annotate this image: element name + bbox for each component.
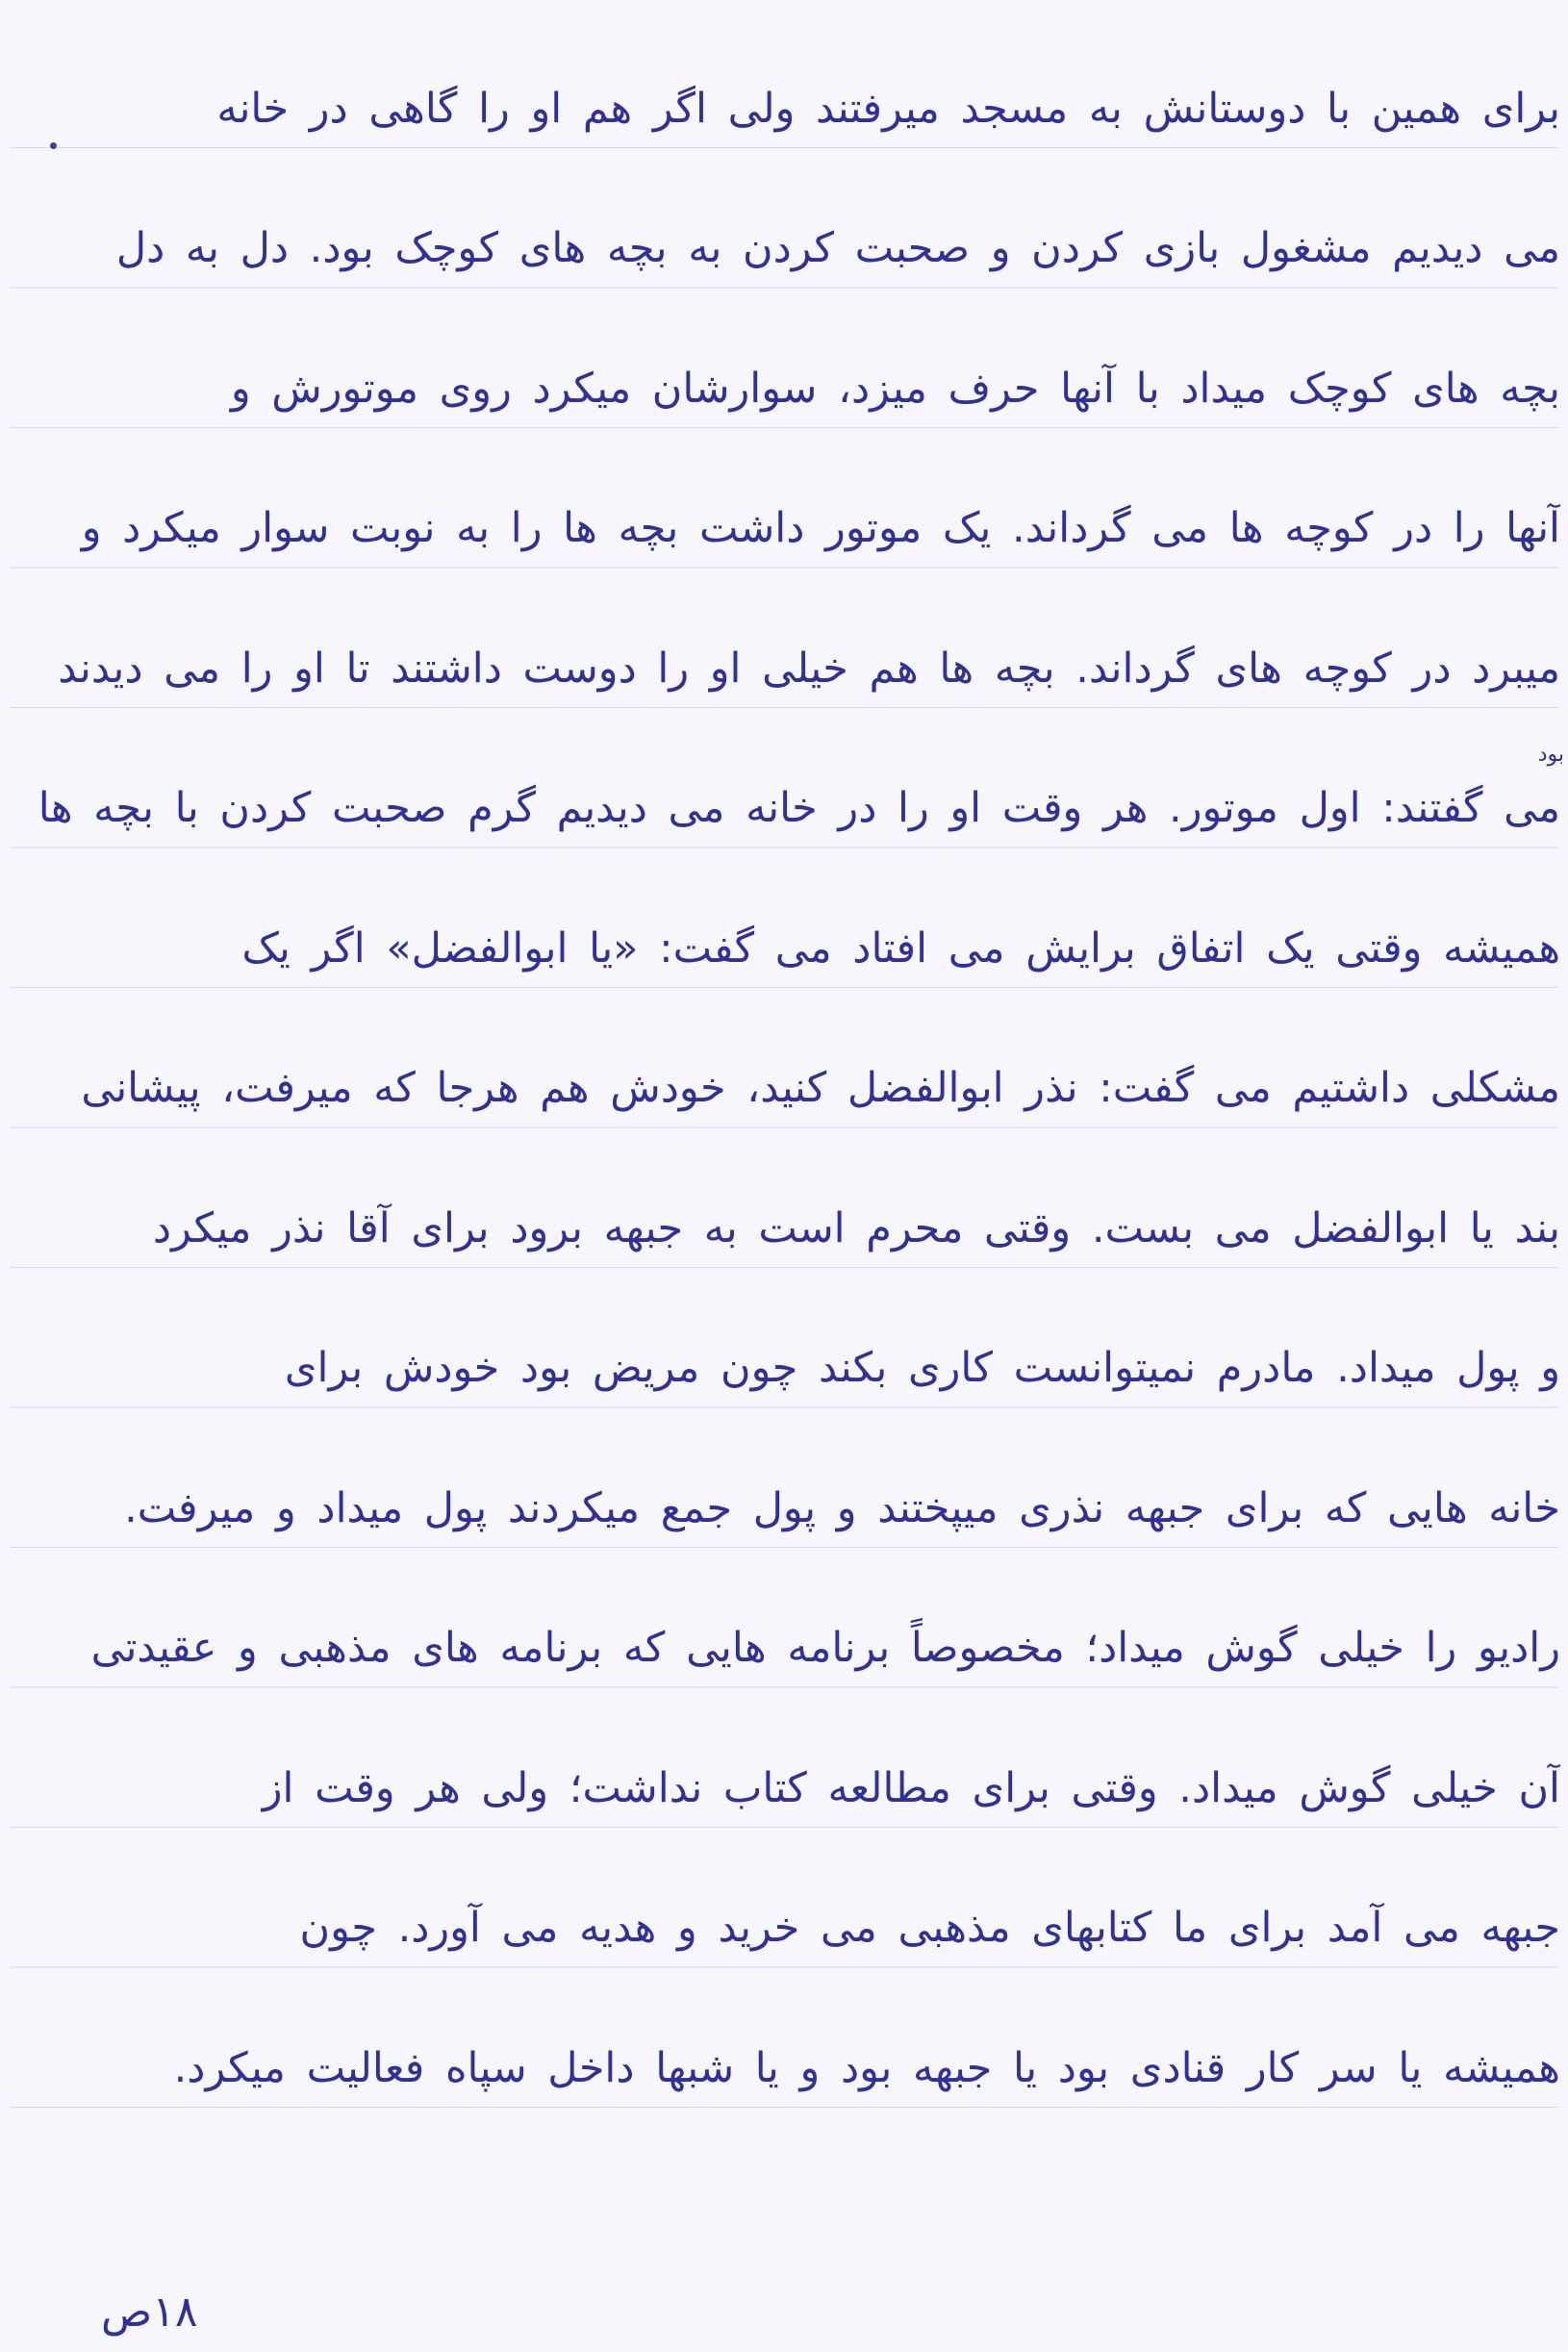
text-line-3: بچه های کوچک میداد با آنها حرف میزد، سوارشان میکرد روی موتورش و	[230, 364, 1560, 413]
text-line-2: می دیدیم مشغول بازی کردن و صحبت کردن به بچه های کوچک بود. دل به دل	[115, 224, 1560, 273]
text-line-14: جبهه می آمد برای ما کتابهای مذهبی می خرید و هدیه می آورد. چون	[299, 1904, 1560, 1953]
text-line-5: میبرد در کوچه های گرداند. بچه ها هم خیلی او را دوست داشتند تا او را می دیدند	[58, 644, 1560, 693]
text-line-6: می گفتند: اول موتور. هر وقت او را در خانه می دیدیم گرم صحبت کردن با بچه ها	[38, 784, 1560, 833]
text-line-1: برای همین با دوستانش به مسجد میرفتند ولی اگر هم او را گاهی در خانه	[216, 84, 1560, 133]
text-line-13: آن خیلی گوش میداد. وقتی برای مطالعه کتاب نداشت؛ ولی هر وقت از	[262, 1763, 1560, 1812]
margin-note: بود	[1537, 743, 1564, 767]
text-line-15: همیشه یا سر کار قنادی بود یا جبهه بود و یا شبها داخل سپاه فعالیت میکرد.	[173, 2043, 1560, 2092]
text-line-12: رادیو را خیلی گوش میداد؛ مخصوصاً برنامه هایی که برنامه های مذهبی و عقیدتی	[90, 1624, 1560, 1673]
text-line-4: آنها را در کوچه ها می گرداند. یک موتور داشت بچه ها را به نوبت سوار میکرد و	[81, 504, 1560, 553]
handwritten-text-block	[16, 38, 1560, 2138]
page-number: ۱۸ص	[101, 2288, 198, 2337]
text-line-8: مشکلی داشتیم می گفت: نذر ابوالفضل کنید، خودش هم هرجا که میرفت، پیشانی	[81, 1064, 1560, 1113]
text-line-10: و پول میداد. مادرم نمیتوانست کاری بکند چون مریض بود خودش برای	[284, 1344, 1560, 1393]
text-line-7: همیشه وقتی یک اتفاق برایش می افتاد می گفت: «یا ابوالفضل» اگر یک	[241, 923, 1560, 973]
text-line-9: بند یا ابوالفضل می بست. وقتی محرم است به جبهه برود برای آقا نذر میکرد	[152, 1203, 1560, 1252]
text-line-11: خانه هایی که برای جبهه نذری میپختند و پول جمع میکردند پول میداد و میرفت.	[124, 1483, 1560, 1532]
